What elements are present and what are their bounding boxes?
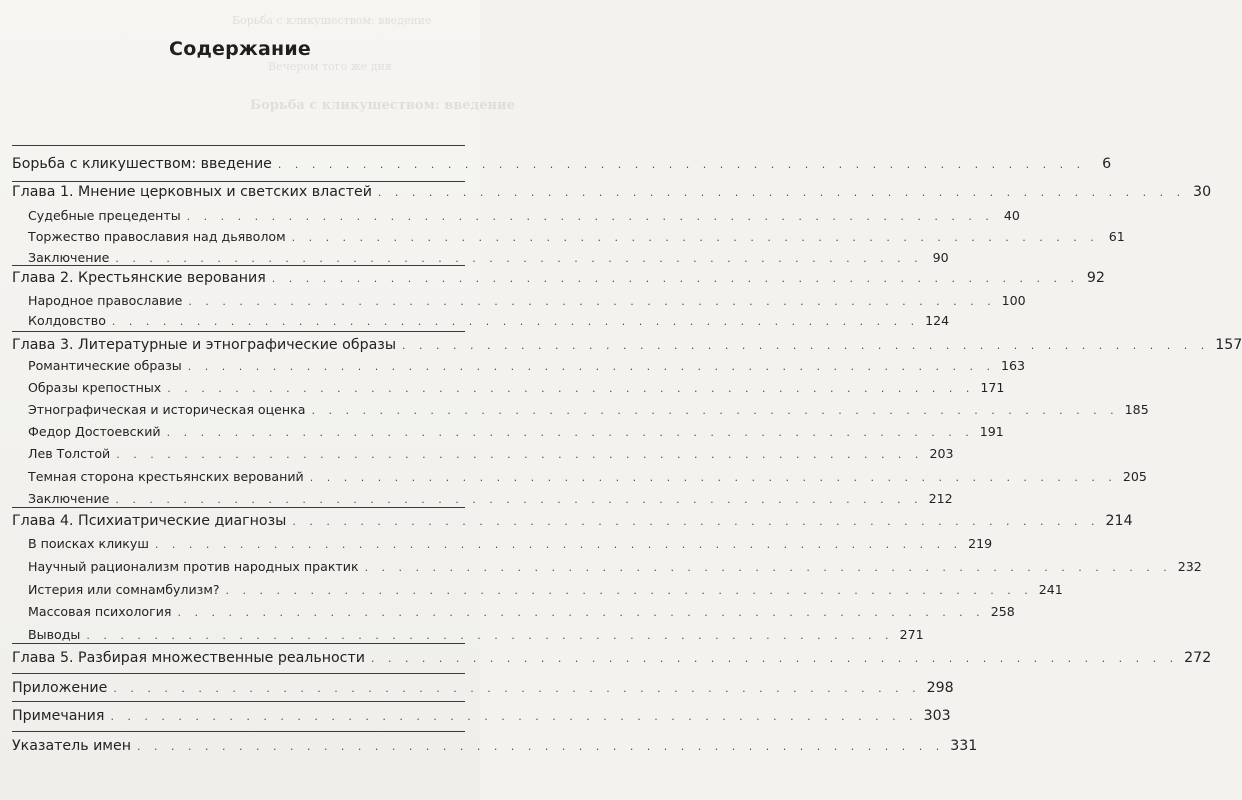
toc-entry-chapter[interactable]	[12, 738, 978, 754]
toc-page-number: 171	[980, 380, 1005, 395]
toc-page-number: 258	[990, 604, 1015, 619]
toc-page-number: 212	[928, 491, 953, 506]
toc-entry-section[interactable]	[28, 469, 1147, 484]
toc-entry-section[interactable]	[28, 358, 1025, 373]
dot-leader: . . . . . . . . . . . . . . . . . . . . . . . . . . . . . . . . . . . . . . . . . . . . . . . .	[370, 652, 1179, 665]
toc-entry-label: Образы крепостных	[28, 380, 162, 395]
bleed-through-text: Вечером того же дня	[268, 60, 392, 73]
toc-entry-label: Указатель имен	[12, 738, 132, 754]
toc-entry-chapter[interactable]	[12, 270, 1105, 286]
toc-entry-section[interactable]	[28, 582, 1063, 597]
dot-leader: . . . . . . . . . . . . . . . . . . . . . . . . . . . . . . . . . . . . . . . . . . . . . . . .	[167, 382, 975, 395]
dot-leader: . . . . . . . . . . . . . . . . . . . . . . . . . . . . . . . . . . . . . . . . . . . . . . . .	[166, 426, 974, 439]
toc-page-number: 30	[1193, 184, 1212, 200]
section-divider	[12, 331, 465, 332]
toc-page-number: 90	[932, 250, 949, 265]
dot-leader: . . . . . . . . . . . . . . . . . . . . . . . . . . . . . . . . . . . . . . . . . . . . . . . .	[292, 515, 1100, 528]
toc-entry-label: Выводы	[28, 627, 81, 642]
dot-leader: . . . . . . . . . . . . . . . . . . . . . . . . . . . . . . . . . . . . . . . . . . . . . . . .	[86, 629, 894, 642]
toc-entry-label: Глава 1. Мнение церковных и светских властей	[12, 184, 372, 200]
toc-entry-section[interactable]	[28, 313, 950, 328]
toc-page-number: 331	[950, 738, 978, 754]
toc-page-number: 272	[1184, 650, 1212, 666]
dot-leader: . . . . . . . . . . . . . . . . . . . . . . . . . . . . . . . . . . . . . . . . . . . . . . . .	[271, 272, 1079, 285]
dot-leader: . . . . . . . . . . . . . . . . . . . . . . . . . . . . . . . . . . . . . . . . . . . . . . . .	[364, 561, 1172, 574]
bleed-through-running-head: Борьба с кликушеством: введение	[232, 14, 432, 27]
toc-entry-label: Заключение	[28, 491, 110, 506]
toc-entry-label: Массовая психология	[28, 604, 172, 619]
section-divider	[12, 145, 465, 146]
section-divider	[12, 181, 465, 182]
section-divider	[12, 701, 465, 702]
dot-leader: . . . . . . . . . . . . . . . . . . . . . . . . . . . . . . . . . . . . . . . . . . . . . . . .	[110, 710, 918, 723]
toc-entry-section[interactable]	[28, 250, 949, 265]
toc-page-number: 241	[1038, 582, 1063, 597]
toc-page-number: 157	[1215, 337, 1242, 353]
dot-leader: . . . . . . . . . . . . . . . . . . . . . . . . . . . . . . . . . . . . . . . . . . . . . . . .	[188, 295, 996, 308]
toc-entry-section[interactable]	[28, 491, 953, 506]
toc-entry-section[interactable]	[28, 229, 1125, 244]
toc-entry-label: Колдовство	[28, 313, 106, 328]
toc-page-number: 303	[923, 708, 951, 724]
toc-entry-label: Примечания	[12, 708, 105, 724]
dot-leader: . . . . . . . . . . . . . . . . . . . . . . . . . . . . . . . . . . . . . . . . . . . . . . . .	[154, 538, 963, 551]
toc-page-number: 61	[1108, 229, 1125, 244]
dot-leader: . . . . . . . . . . . . . . . . . . . . . . . . . . . . . . . . . . . . . . . . . . . . . . . .	[111, 315, 920, 328]
toc-page-number: 92	[1086, 270, 1105, 286]
toc-entry-label: Приложение	[12, 680, 108, 696]
dot-leader: . . . . . . . . . . . . . . . . . . . . . . . . . . . . . . . . . . . . . . . . . . . . . . . .	[186, 210, 994, 223]
toc-entry-label: Заключение	[28, 250, 110, 265]
toc-entry-section[interactable]	[28, 208, 1020, 223]
toc-entry-chapter[interactable]	[12, 513, 1133, 529]
toc-entry-section[interactable]	[28, 293, 1026, 308]
toc-entry-section[interactable]	[28, 446, 954, 461]
toc-entry-section[interactable]	[28, 402, 1149, 417]
dot-leader: . . . . . . . . . . . . . . . . . . . . . . . . . . . . . . . . . . . . . . . . . . . . . . . .	[377, 186, 1186, 199]
dot-leader: . . . . . . . . . . . . . . . . . . . . . . . . . . . . . . . . . . . . . . . . . . . . . . . .	[187, 360, 995, 373]
toc-entry-section[interactable]	[28, 536, 993, 551]
toc-entry-label: Глава 3. Литературные и этнографические образы	[12, 337, 397, 353]
toc-entry-label: Глава 2. Крестьянские верования	[12, 270, 266, 286]
section-divider	[12, 673, 465, 674]
bleed-through-heading: Борьба с кликушеством: введение	[250, 98, 515, 113]
toc-page-number: 232	[1177, 559, 1202, 574]
dot-leader: . . . . . . . . . . . . . . . . . . . . . . . . . . . . . . . . . . . . . . . . . . . . . . . .	[309, 471, 1117, 484]
dot-leader: . . . . . . . . . . . . . . . . . . . . . . . . . . . . . . . . . . . . . . . . . . . . . . . .	[113, 682, 921, 695]
dot-leader: . . . . . . . . . . . . . . . . . . . . . . . . . . . . . . . . . . . . . . . . . . . . . . . .	[291, 231, 1099, 244]
toc-page-number: 298	[926, 680, 954, 696]
toc-entry-label: Народное православие	[28, 293, 183, 308]
toc-entry-chapter[interactable]	[12, 156, 1112, 172]
toc-entry-chapter[interactable]	[12, 184, 1212, 200]
toc-page-number: 219	[968, 536, 993, 551]
toc-entry-label: Научный рационализм против народных практик	[28, 559, 359, 574]
dot-leader: . . . . . . . . . . . . . . . . . . . . . . . . . . . . . . . . . . . . . . . . . . . . . . . .	[225, 584, 1033, 597]
toc-entry-chapter[interactable]	[12, 708, 951, 724]
section-divider	[12, 731, 465, 732]
toc-entry-label: Федор Достоевский	[28, 424, 161, 439]
dot-leader: . . . . . . . . . . . . . . . . . . . . . . . . . . . . . . . . . . . . . . . . . . . . . . . .	[177, 606, 985, 619]
toc-entry-chapter[interactable]	[12, 337, 1242, 353]
toc-entry-label: Этнографическая и историческая оценка	[28, 402, 306, 417]
toc-page-number: 163	[1000, 358, 1025, 373]
toc-entry-label: Глава 5. Разбирая множественные реальности	[12, 650, 365, 666]
toc-page-number: 205	[1122, 469, 1147, 484]
toc-entry-section[interactable]	[28, 627, 924, 642]
toc-entry-section[interactable]	[28, 380, 1005, 395]
dot-leader: . . . . . . . . . . . . . . . . . . . . . . . . . . . . . . . . . . . . . . . . . . . . . . . .	[137, 740, 945, 753]
toc-entry-label: Темная сторона крестьянских верований	[28, 469, 304, 484]
dot-leader: . . . . . . . . . . . . . . . . . . . . . . . . . . . . . . . . . . . . . . . . . . . . . . . .	[115, 493, 923, 506]
toc-entry-label: Судебные прецеденты	[28, 208, 181, 223]
section-divider	[12, 643, 465, 644]
page-title: Содержание	[169, 38, 311, 60]
toc-entry-label: Романтические образы	[28, 358, 182, 373]
toc-entry-label: В поисках кликуш	[28, 536, 149, 551]
toc-entry-section[interactable]	[28, 424, 1004, 439]
toc-page-number: 40	[1003, 208, 1020, 223]
toc-entry-section[interactable]	[28, 559, 1202, 574]
toc-page-number: 6	[1102, 156, 1112, 172]
toc-entry-label: Лев Толстой	[28, 446, 111, 461]
toc-entry-label: Торжество православия над дьяволом	[28, 229, 286, 244]
toc-entry-label: Истерия или сомнамбулизм?	[28, 582, 220, 597]
dot-leader: . . . . . . . . . . . . . . . . . . . . . . . . . . . . . . . . . . . . . . . . . . . . . . . .	[402, 339, 1210, 352]
toc-entry-label: Борьба с кликушеством: введение	[12, 156, 272, 172]
dot-leader: . . . . . . . . . . . . . . . . . . . . . . . . . . . . . . . . . . . . . . . . . . . . . . . .	[116, 448, 924, 461]
toc-entry-chapter[interactable]	[12, 680, 954, 696]
toc-page-number: 100	[1001, 293, 1026, 308]
dot-leader: . . . . . . . . . . . . . . . . . . . . . . . . . . . . . . . . . . . . . . . . . . . . . . . .	[115, 252, 923, 265]
section-divider	[12, 265, 465, 266]
dot-leader: . . . . . . . . . . . . . . . . . . . . . . . . . . . . . . . . . . . . . . . . . . . . . . . .	[277, 158, 1086, 171]
toc-page-number: 185	[1124, 402, 1149, 417]
toc-entry-chapter[interactable]	[12, 650, 1212, 666]
toc-page-number: 203	[929, 446, 954, 461]
dot-leader: . . . . . . . . . . . . . . . . . . . . . . . . . . . . . . . . . . . . . . . . . . . . . . . .	[311, 404, 1119, 417]
toc-page-number: 271	[899, 627, 924, 642]
toc-entry-label: Глава 4. Психиатрические диагнозы	[12, 513, 287, 529]
toc-page-number: 124	[925, 313, 950, 328]
section-divider	[12, 507, 465, 508]
toc-page-number: 214	[1105, 513, 1133, 529]
toc-entry-section[interactable]	[28, 604, 1015, 619]
toc-page-number: 191	[979, 424, 1004, 439]
